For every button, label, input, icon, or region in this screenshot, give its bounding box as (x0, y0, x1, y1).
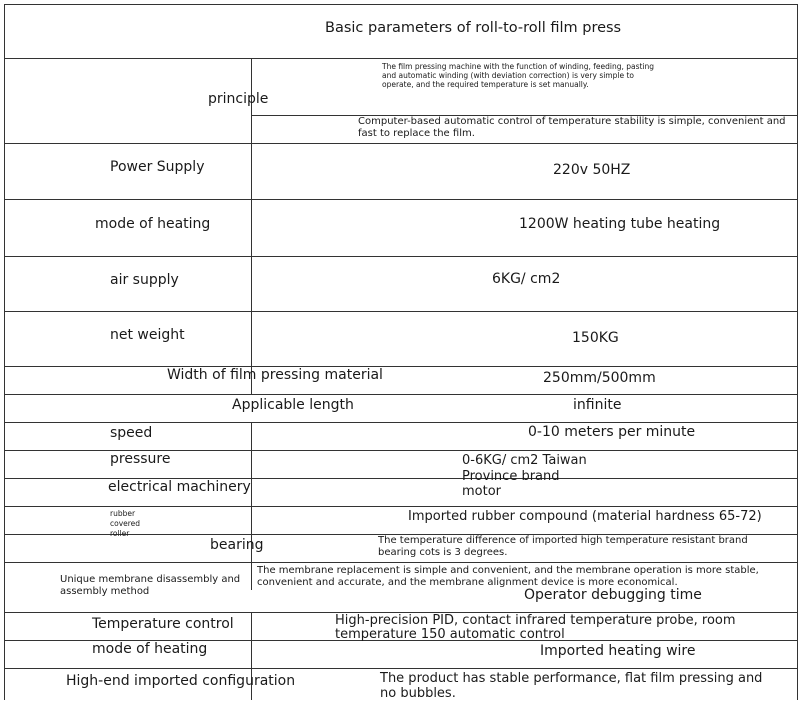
net-weight-label: net weight (110, 327, 185, 343)
page-title: Basic parameters of roll-to-roll film press (325, 20, 622, 36)
rule (251, 422, 252, 590)
air-supply-label: air supply (110, 272, 179, 288)
rule (251, 58, 252, 394)
bearing-value: The temperature difference of imported high temperature resistant brand bearing cots is 3 degrees. (378, 535, 748, 558)
speed-value: 0-10 meters per minute (528, 424, 696, 440)
speed-label: speed (110, 425, 153, 441)
roller-label: rubber covered roller (110, 509, 141, 538)
rule (4, 562, 798, 563)
rule (4, 4, 798, 5)
electrical-machinery-label: electrical machinery (108, 479, 251, 495)
high-end-config-label: High-end imported configuration (66, 673, 296, 689)
rule (4, 199, 798, 200)
rule (4, 394, 798, 395)
heating-mode-value: 1200W heating tube heating (519, 216, 721, 232)
membrane-value: The membrane replacement is simple and convenient, and the membrane operation is more stable, convenient and accurate, and the membrane alignment device is more economical. (257, 565, 759, 588)
temperature-control-label: Temperature control (92, 616, 234, 632)
roller-value: Imported rubber compound (material hardness 65-72) (408, 509, 762, 524)
pressure-label: pressure (110, 451, 171, 467)
temperature-control-value: High-precision PID, contact infrared temperature probe, room temperature 150 automatic control (335, 613, 736, 642)
rule (4, 506, 798, 507)
bearing-label: bearing (210, 537, 264, 553)
applicable-length-label: Applicable length (232, 397, 354, 413)
air-supply-value: 6KG/ cm2 (492, 271, 561, 287)
heating-mode-label: mode of heating (95, 216, 211, 232)
heating-mode-2-value: Imported heating wire (540, 643, 696, 659)
material-width-value: 250mm/500mm (543, 370, 656, 386)
pressure-value: 0-6KG/ cm2 Taiwan Province brand motor (462, 453, 587, 499)
membrane-label: Unique membrane disassembly and assembly method (60, 574, 241, 597)
rule (4, 311, 798, 312)
rule (4, 422, 798, 423)
principle-label: principle (208, 91, 269, 107)
rule (4, 4, 5, 700)
power-supply-value: 220v 50HZ (553, 162, 631, 178)
rule (4, 143, 798, 144)
net-weight-value: 150KG (572, 330, 619, 346)
high-end-config-value: The product has stable performance, flat film pressing and no bubbles. (380, 671, 763, 701)
applicable-length-value: infinite (573, 397, 622, 413)
power-supply-label: Power Supply (110, 159, 205, 175)
rule (4, 366, 798, 367)
heating-mode-2-label: mode of heating (92, 641, 208, 657)
rule (4, 58, 798, 59)
rule (4, 668, 798, 669)
rule (4, 256, 798, 257)
principle-description: The film pressing machine with the function of winding, feeding, pasting and automatic winding (with deviation correction) is very simple to operate, and the required temperature is set manually. (382, 62, 655, 89)
principle-control-description: Computer-based automatic control of temperature stability is simple, convenient and fast to replace the film. (358, 116, 786, 139)
material-width-label: Width of film pressing material (167, 367, 383, 383)
rule (797, 4, 798, 700)
debugging-time-value: Operator debugging time (524, 587, 702, 603)
